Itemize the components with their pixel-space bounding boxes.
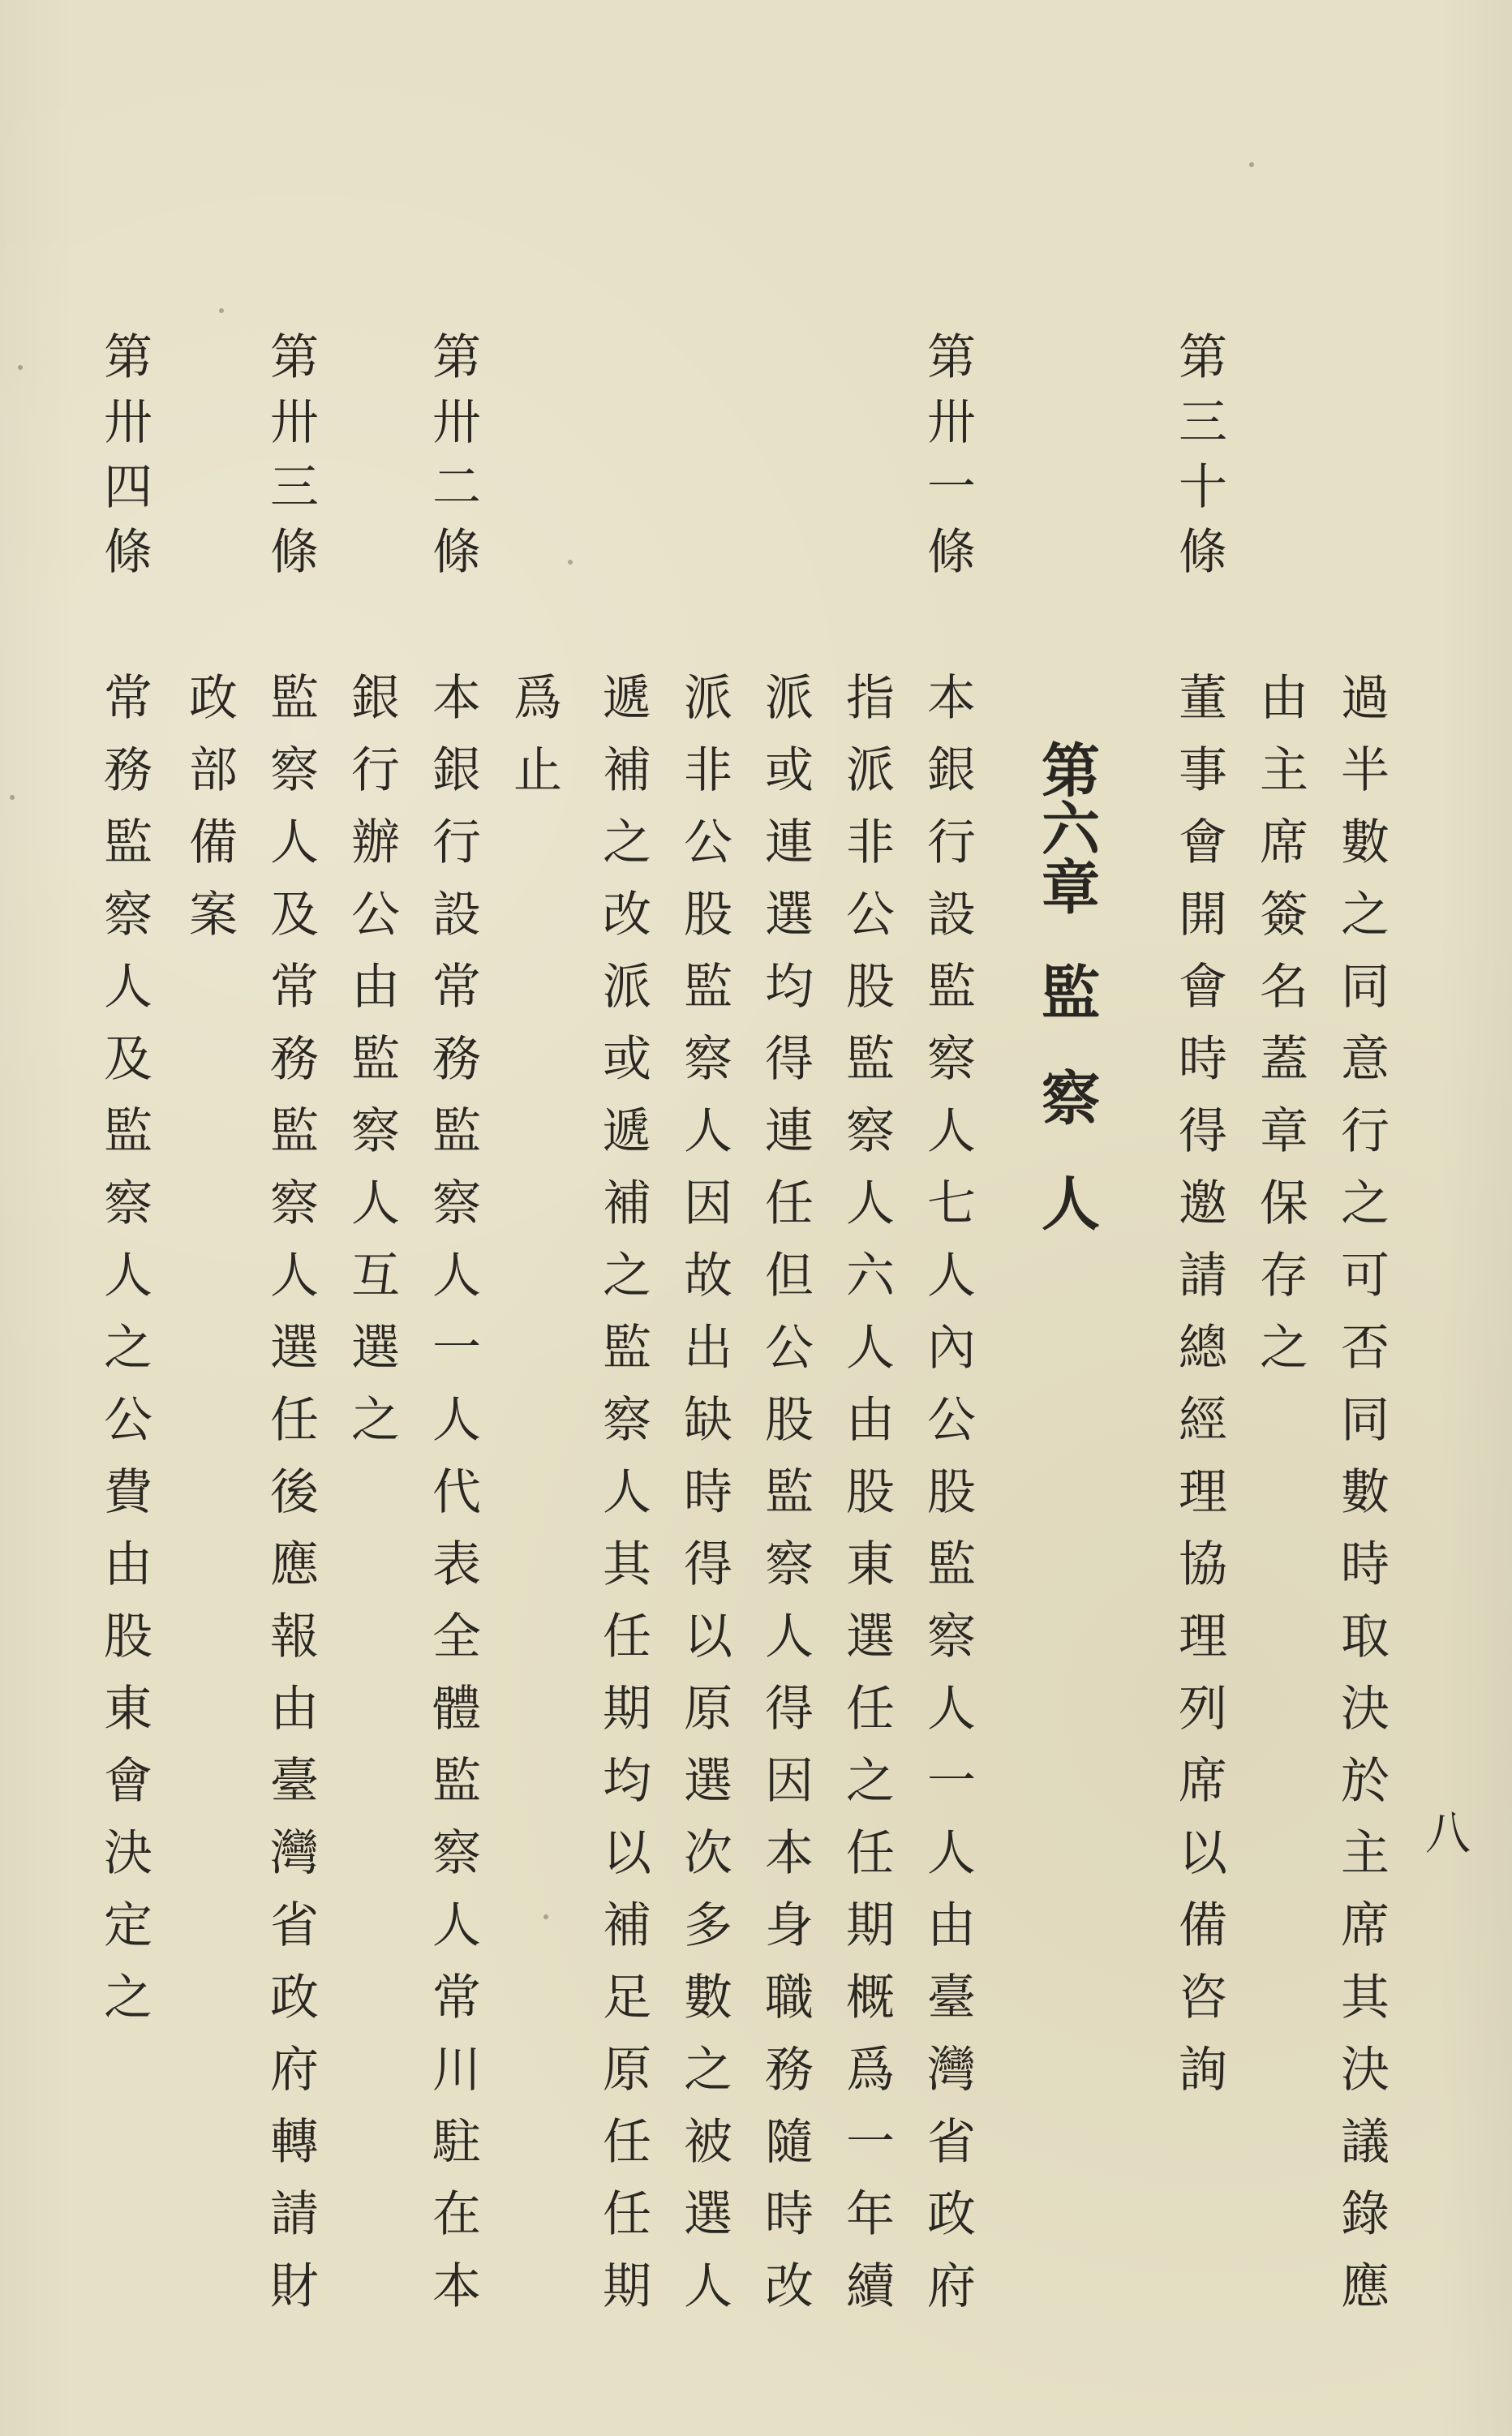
article-31-text: 派或連選均得連任但公股監察人得因本身職務隨時改 xyxy=(757,672,814,2332)
chapter-title-char: 人 xyxy=(1032,1173,1101,1231)
article-31-text: 派非公股監察人因故出缺時得以原選次多數之被選人 xyxy=(676,672,732,2332)
chapter-title-char: 察 xyxy=(1032,1068,1101,1126)
article-32-text: 本銀行設常務監察人一人代表全體監察人常川駐在本 xyxy=(424,672,481,2332)
text-column: 過半數之同意行之可否同數時取決於主席其決議錄應 xyxy=(1333,672,1390,2332)
article-31-text: 本銀行設監察人七人內公股監察人一人由臺灣省政府 xyxy=(919,672,976,2332)
article-31-text: 爲止 xyxy=(505,672,562,816)
text-column: 由主席簽名蓋章保存之 xyxy=(1252,672,1308,1394)
article-33-text: 政部備案 xyxy=(181,672,238,960)
chapter-title-char: 監 xyxy=(1032,962,1101,1020)
chapter-title xyxy=(1032,740,1101,1231)
page-number: 八 xyxy=(1418,1809,1471,1854)
paper-speck xyxy=(219,308,224,313)
chapter-title-prefix: 第六章 xyxy=(1032,740,1101,915)
article-31-text: 指派非公股監察人六人由股東選任之任期概爲一年續 xyxy=(838,672,895,2332)
paper-speck xyxy=(1249,162,1254,167)
article-30-label: 第三十條 xyxy=(1171,331,1227,591)
article-30-text: 董事會開會時得邀請總經理協理列席以備咨詢 xyxy=(1171,672,1227,2116)
article-33-text: 監察人及常務監察人選任後應報由臺灣省政府轉請財 xyxy=(262,672,319,2332)
article-33-label: 第卅三條 xyxy=(262,331,319,591)
article-31-label: 第卅一條 xyxy=(919,331,976,591)
paper-speck xyxy=(18,365,23,370)
article-31-text: 遞補之改派或遞補之監察人其任期均以補足原任任期 xyxy=(595,672,651,2332)
article-32-text: 銀行辦公由監察人互選之 xyxy=(343,672,400,1466)
article-34-label: 第卅四條 xyxy=(96,331,152,591)
paper-speck xyxy=(543,1914,548,1919)
article-34-text: 常務監察人及監察人之公費由股東會決定之 xyxy=(96,672,152,2043)
article-32-label: 第卅二條 xyxy=(424,331,481,591)
paper-speck xyxy=(10,795,15,800)
paper-speck xyxy=(568,560,573,565)
